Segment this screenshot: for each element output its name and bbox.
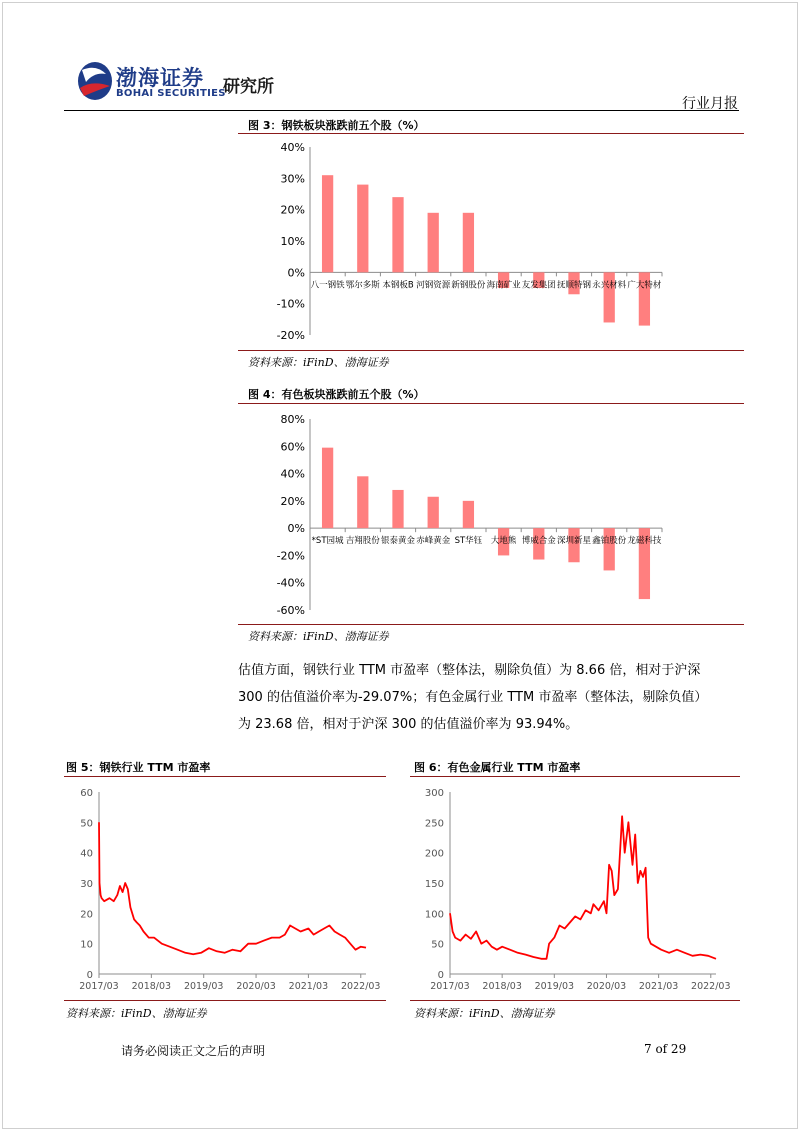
paragraph-line-2: 300 的估值溢价率为-29.07%；有色金属行业 TTM 市盈率（整体法，剔除负值） (238, 690, 708, 705)
fig3-bar (357, 185, 368, 273)
fig3-category-label: 八一钢铁 (310, 280, 345, 291)
fig4-bar (322, 448, 333, 528)
fig3-category-label: 本钢板B (382, 280, 414, 291)
paragraph-line-3: 为 23.68 倍，相对于沪深 300 的估值溢价率为 93.94%。 (238, 717, 579, 732)
bohai-logo-icon (76, 60, 114, 102)
fig6-x-tick-label: 2018/03 (482, 981, 522, 992)
fig3-y-tick-label: 20% (280, 203, 305, 217)
fig6-y-tick-label: 150 (424, 879, 444, 890)
fig3-category-label: 海南矿业 (486, 280, 521, 291)
fig4-category-label: 大地熊 (490, 536, 517, 547)
fig5-source: 资料来源：iFinD、渤海证券 (66, 1007, 207, 1020)
fig3-category-label: 新钢股份 (451, 280, 486, 291)
fig3-y-tick-label: 0% (287, 266, 305, 280)
fig6-x-tick-label: 2022/03 (691, 981, 731, 992)
fig3-source: 资料来源：iFinD、渤海证券 (248, 356, 389, 369)
fig5-top-rule (64, 776, 386, 777)
fig3-category-label: 友发集团 (521, 280, 556, 291)
fig5-x-tick-label: 2021/03 (288, 981, 329, 992)
fig3-category-label: 永兴材料 (592, 280, 627, 291)
fig4-category-label: *ST园城 (311, 536, 344, 547)
fig3-y-tick-label: 30% (280, 172, 305, 186)
fig5-y-tick-label: 30 (80, 879, 93, 890)
fig5-x-tick-label: 2019/03 (183, 981, 224, 992)
fig4-y-tick-label: 60% (280, 440, 305, 454)
fig6-x-tick-label: 2021/03 (638, 981, 679, 992)
fig3-y-tick-label: -20% (276, 329, 305, 342)
page-number: 7 of 29 (644, 1042, 687, 1056)
fig4-source: 资料来源：iFinD、渤海证券 (248, 630, 389, 643)
fig6-bottom-rule (410, 1000, 740, 1001)
fig3-title: 图 3：钢铁板块涨跌前五个股（%） (248, 119, 425, 132)
fig3-category-label: 广大特材 (627, 280, 662, 291)
fig4-y-tick-label: 0% (287, 522, 305, 536)
fig5-y-tick-label: 60 (80, 788, 93, 799)
fig6-title: 图 6：有色金属行业 TTM 市盈率 (414, 761, 581, 774)
fig5-bottom-rule (64, 1000, 386, 1001)
fig3-y-tick-label: 10% (280, 235, 305, 248)
fig5-x-tick-label: 2017/03 (79, 981, 119, 992)
fig6-y-tick-label: 0 (437, 970, 444, 981)
fig3-bar (392, 197, 403, 272)
fig5-title: 图 5：钢铁行业 TTM 市盈率 (66, 761, 211, 774)
fig3-bar (322, 175, 333, 272)
fig5-x-tick-label: 2020/03 (236, 981, 276, 992)
fig4-y-tick-label: -40% (276, 576, 305, 590)
header-rule (64, 110, 739, 111)
fig5-y-tick-label: 40 (80, 848, 93, 860)
fig6-top-rule (410, 776, 740, 777)
fig4-bar (428, 497, 439, 528)
fig3-y-tick-label: 40% (280, 141, 305, 154)
fig6-x-tick-label: 2017/03 (430, 981, 470, 992)
fig4-bar (392, 490, 403, 528)
fig3-category-label: 鄂尔多斯 (345, 280, 380, 291)
fig4-category-label: 龙磁科技 (627, 536, 662, 547)
fig3-bar-chart (238, 134, 744, 348)
fig3-bar (428, 213, 439, 273)
document-type: 行业月报 (682, 96, 738, 112)
fig3-bottom-rule (238, 350, 744, 351)
fig6-y-tick-label: 50 (431, 939, 444, 951)
fig5-x-tick-label: 2018/03 (131, 981, 172, 992)
fig4-category-label: 赤峰黄金 (416, 536, 451, 547)
fig6-x-tick-label: 2019/03 (534, 981, 575, 992)
fig6-y-tick-label: 200 (424, 848, 444, 860)
fig3-category-label: 河钢资源 (416, 280, 451, 291)
fig6-x-tick-label: 2020/03 (586, 981, 627, 992)
fig4-bottom-rule (238, 624, 744, 625)
fig5-series-line (99, 822, 366, 954)
fig4-category-label: 吉翔股份 (345, 536, 380, 547)
fig6-y-tick-label: 100 (424, 909, 444, 921)
fig4-y-tick-label: 80% (280, 413, 305, 426)
fig5-y-tick-label: 50 (80, 818, 93, 830)
fig4-category-label: 鑫铂股份 (592, 536, 627, 547)
fig6-series-line (450, 816, 716, 959)
fig4-category-label: 博威合金 (521, 536, 556, 547)
fig4-category-label: 深圳新星 (556, 536, 592, 547)
fig6-source: 资料来源：iFinD、渤海证券 (414, 1007, 555, 1020)
logo-text-cn: 渤海证券 (116, 65, 204, 90)
paragraph-line-1: 估值方面，钢铁行业 TTM 市盈率（整体法，剔除负值）为 8.66 倍，相对于沪深 (238, 663, 701, 678)
fig4-y-tick-label: -60% (276, 604, 305, 617)
fig4-bar (604, 528, 615, 570)
fig4-category-label: 银泰黄金 (380, 536, 416, 547)
fig4-bar-chart (238, 404, 744, 622)
fig4-bar (463, 501, 474, 528)
institute-label: 研究所 (223, 77, 274, 97)
fig3-bar (463, 213, 474, 273)
fig5-y-tick-label: 10 (80, 939, 93, 951)
logo-text-en: BOHAI SECURITIES (116, 88, 226, 99)
fig6-y-tick-label: 250 (424, 818, 444, 830)
fig5-line-chart (64, 778, 386, 996)
fig4-category-label: ST华钰 (454, 536, 483, 547)
fig4-bar (357, 476, 368, 528)
fig5-y-tick-label: 20 (80, 909, 93, 921)
footer-disclaimer: 请务必阅读正文之后的声明 (121, 1044, 266, 1058)
fig5-y-tick-label: 0 (86, 970, 93, 981)
fig4-title: 图 4：有色板块涨跌前五个股（%） (248, 388, 425, 401)
fig3-y-tick-label: -10% (276, 297, 305, 311)
fig4-y-tick-label: -20% (276, 549, 305, 563)
fig4-y-tick-label: 20% (280, 494, 305, 508)
valuation-paragraph (238, 657, 758, 738)
fig5-x-tick-label: 2022/03 (341, 981, 381, 992)
fig6-y-tick-label: 300 (424, 788, 444, 799)
fig4-y-tick-label: 40% (280, 467, 305, 481)
fig3-category-label: 抚顺特钢 (556, 280, 592, 291)
fig6-line-chart (410, 778, 740, 996)
